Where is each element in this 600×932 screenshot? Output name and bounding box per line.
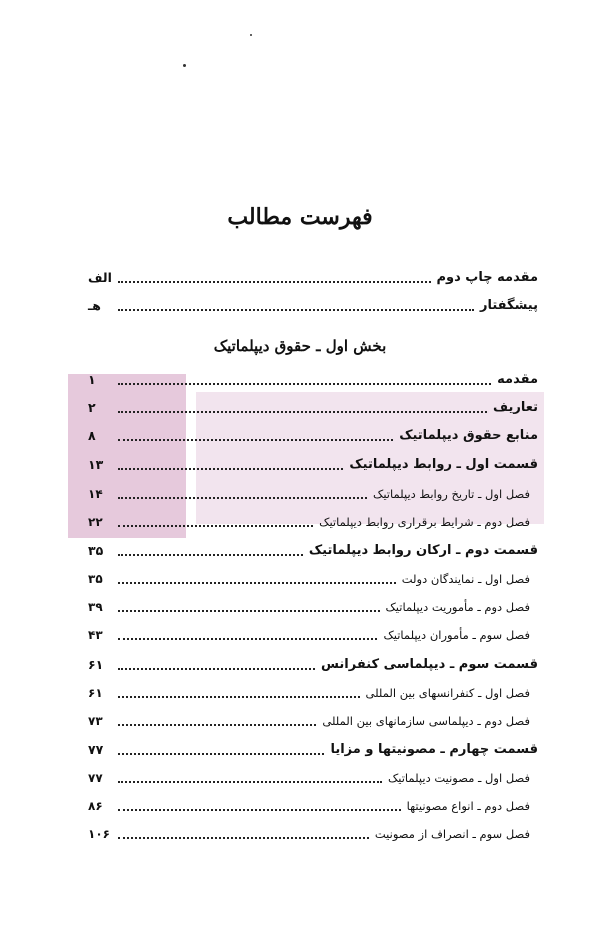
toc-page-number: ۷۳ (88, 714, 103, 728)
toc-label: فصل دوم ـ انواع مصونیتها (406, 799, 530, 813)
leader-dots (118, 780, 382, 783)
toc-row (88, 768, 530, 786)
toc-page-number: ۷۷ (88, 771, 103, 785)
toc-label: فصل اول ـ تاریخ روابط دیپلماتیک (373, 487, 530, 501)
leader-dots (118, 695, 360, 698)
toc-row-front-1 (88, 268, 538, 286)
toc-row (88, 455, 538, 473)
toc-page-number: ۲ (88, 400, 96, 415)
toc-row (88, 711, 530, 729)
toc-row (88, 512, 530, 530)
leader-dots (118, 808, 401, 811)
scan-speck (250, 34, 252, 36)
toc-row (88, 655, 538, 673)
toc-label: فصل اول ـ مصونیت دیپلماتیک (387, 771, 530, 785)
toc-page-number: ۱۴ (88, 487, 103, 501)
leader-dots (118, 382, 491, 385)
toc-label: فصل سوم ـ انصراف از مصونیت (374, 827, 530, 841)
toc-page-number: ۱۳ (88, 457, 104, 472)
toc-row (88, 569, 530, 587)
leader-dots (118, 581, 396, 584)
toc-label: فصل دوم ـ شرایط برقراری روابط دیپلماتیک (319, 515, 530, 529)
leader-dots (118, 467, 343, 470)
leader-dots (118, 836, 369, 839)
toc-label: قسمت اول ـ روابط دیپلماتیک (349, 457, 538, 472)
leader-dots (118, 524, 313, 527)
toc-row (88, 426, 538, 444)
toc-page-number: ۶۱ (88, 657, 104, 672)
scan-speck (183, 64, 186, 67)
toc-page-number: ۴۳ (88, 628, 103, 642)
toc-page-number: ۳۵ (88, 543, 104, 558)
leader-dots (118, 609, 380, 612)
toc-row (88, 541, 538, 559)
toc-label: قسمت چهارم ـ مصونیتها و مزایا (330, 742, 538, 757)
toc-label: فصل دوم ـ دیپلماسی سازمانهای بین المللی (322, 714, 530, 728)
toc-page-number: ۱۰۶ (88, 827, 110, 841)
toc-page-number: ۳۵ (88, 572, 103, 586)
toc-label: قسمت دوم ـ ارکان روابط دیپلماتیک (308, 543, 538, 558)
page-title: فهرست مطالب (227, 204, 373, 230)
toc-row (88, 370, 538, 388)
toc-page-number: هـ (88, 298, 101, 313)
toc-row (88, 740, 538, 758)
toc-row (88, 824, 530, 842)
toc-label: مقدمه (497, 372, 538, 387)
toc-page-number: ۸۶ (88, 799, 103, 813)
leader-dots (118, 752, 324, 755)
leader-dots (118, 280, 431, 283)
toc-label: مقدمه چاپ دوم (436, 270, 538, 285)
toc-page-number: ۲۲ (88, 515, 103, 529)
toc-row (88, 398, 538, 416)
leader-dots (118, 410, 487, 413)
leader-dots (118, 496, 367, 499)
toc-label: تعاریف (493, 400, 538, 415)
leader-dots (118, 308, 474, 311)
toc-row (88, 484, 530, 502)
toc-row (88, 597, 530, 615)
toc-label: فصل اول ـ نمایندگان دولت (401, 572, 530, 586)
leader-dots (118, 438, 393, 441)
toc-page-number: ۸ (88, 428, 96, 443)
toc-page-number: ۷۷ (88, 742, 104, 757)
toc-page-number: الف (88, 270, 112, 285)
toc-page-number: ۳۹ (88, 600, 103, 614)
leader-dots (118, 667, 315, 670)
part-title: بخش اول ـ حقوق دیپلماتیک (213, 337, 387, 355)
toc-page-number: ۶۱ (88, 686, 103, 700)
leader-dots (118, 723, 316, 726)
leader-dots (118, 553, 303, 556)
leader-dots (118, 637, 377, 640)
toc-row-front-2 (88, 296, 538, 314)
toc-label: فصل دوم ـ مأموریت دیپلماتیک (385, 600, 530, 614)
toc-row (88, 796, 530, 814)
toc-label: پیشگفتار (479, 298, 538, 313)
toc-label: منابع حقوق دیپلماتیک (399, 428, 538, 443)
toc-label: فصل اول ـ کنفرانسهای بین المللی (365, 686, 530, 700)
toc-label: قسمت سوم ـ دیپلماسی کنفرانس (321, 657, 538, 672)
toc-label: فصل سوم ـ مأموران دیپلماتیک (383, 628, 530, 642)
toc-page-number: ۱ (88, 372, 96, 387)
toc-row (88, 625, 530, 643)
toc-row (88, 683, 530, 701)
